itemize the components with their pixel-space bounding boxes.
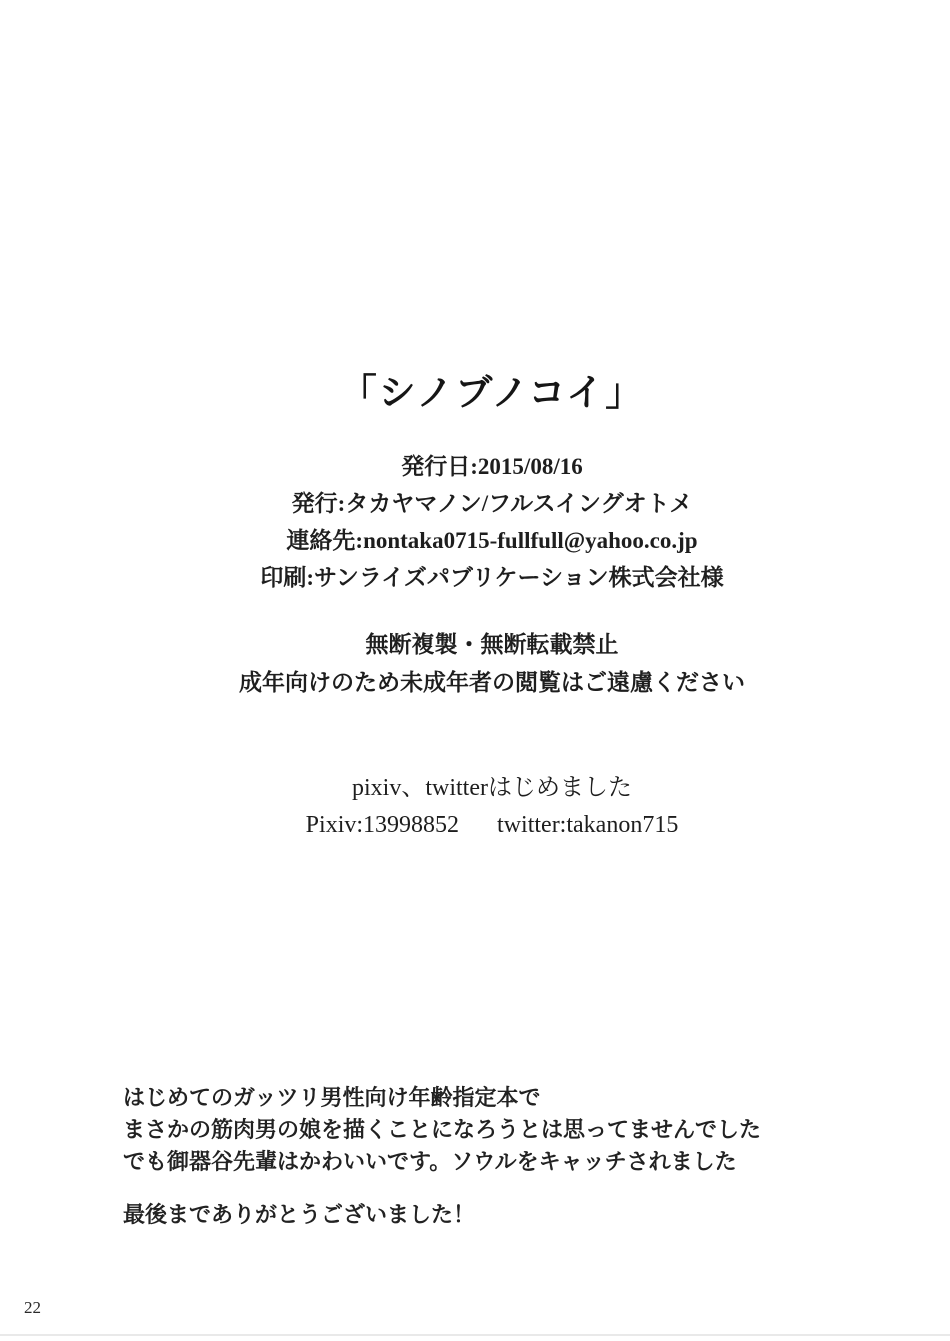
publisher-line: 発行:タカヤマノン/フルスイングオトメ (291, 491, 693, 516)
afterword-line: でも御器谷先輩はかわいいです。ソウルをキャッチされました (123, 1149, 737, 1174)
contact-email-line: 連絡先:nontaka0715-fullfull@yahoo.co.jp (286, 528, 698, 553)
publication-info (17, 448, 950, 596)
printer-line: 印刷:サンライズパブリケーション株式会社様 (260, 565, 724, 590)
page-number: 22 (24, 1298, 41, 1317)
adult-content-notice: 成年向けのため未成年者の閲覧はご遠慮ください (239, 670, 745, 695)
afterword-line: まさかの筋肉男の娘を描くことになろうとは思ってませんでした (123, 1117, 762, 1142)
afterword (123, 1082, 761, 1178)
no-reproduction-notice: 無断複製・無断転載禁止 (365, 632, 619, 657)
pixiv-account: Pixiv:13998852 (305, 812, 460, 838)
closing-thanks-line: 最後までありがとうございました！ (123, 1202, 476, 1227)
legal-notices (17, 626, 950, 702)
afterword-line: はじめてのガッツリ男性向け年齢指定本で (123, 1085, 541, 1110)
twitter-account: twitter:takanon715 (497, 812, 679, 838)
doujin-title: 「シノブノコイ」 (339, 373, 645, 414)
sns-accounts-line (17, 807, 950, 844)
publish-date-line: 発行日:2015/08/16 (401, 454, 583, 479)
sns-info (17, 770, 950, 844)
sns-intro-line: pixiv、twitterはじめました (352, 775, 632, 801)
page-bottom-edge (0, 1334, 950, 1336)
